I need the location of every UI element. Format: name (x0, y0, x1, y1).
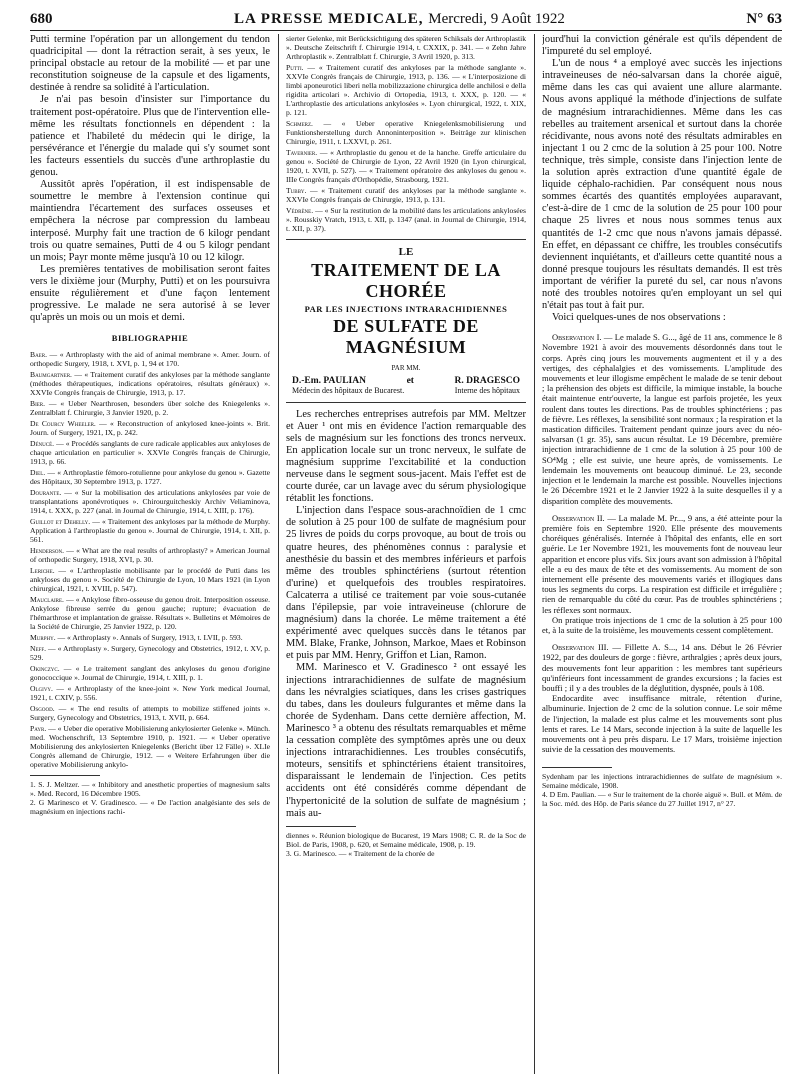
page-number: 680 (30, 10, 53, 27)
bibliography-entry (30, 644, 270, 662)
author-joiner: et (406, 376, 414, 386)
observation-text: — Le malade S. G..., âgé de 11 ans, commence le 8 Novembre 1921 à avoir des mouvements désordonnés dans tout le corps. Après cinq jours les mouvements augmentent et il y a des vertiges, des céphalalgies et des vomissements. L'amplitude des mouvements et leur illogisme empêchent le malade de se tenir debout ; la préhension des objets est difficile, la mimique instable, la bouche était maintenue entr'ouverte, la langue est parfois projetée, les yeux roulent dans toutes les directions. Pas de troubles sphinctériens ; pas de fièvre. Les réflexes, la sensibilité sont normaux ; la respiration et la mastication difficiles. Traitement pendant quinze jours avec du néo-salvarsan (1 gr. 35), sans aucun résultat. Le 19 Décembre, première injection intrarachidienne de 1 cmc de la solution à 25 pour 100 de SO⁴Mg ; elle est suivie, une heure après, de vomissements. Le lendemain les mouvements ont beaucoup diminué. Le 23, seconde injection et le lendemain la marche est possible. Nouvelles injections le 26 Décembre 1921 et le 2 Janvier 1922 à la suite desquelles il y a disparition complète des mouvements. (542, 332, 782, 506)
bibliography-author: Payr. (30, 724, 47, 734)
bibliography-text: — « Ankylose fibro-osseuse du genou droit. Interposition osseuse. Ankylose fibreuse serrée du genou gauche; rupture; évacuation de l'hémarthrose et implantation de graisse. Résultats ». Bulletins et Mémoires de la Société de Chirurgie, 25 Janvier 1922, p. 120. (30, 595, 270, 632)
bibliography-text: — « Traitement curatif des ankyloses par la méthode sanglante ». XXVIe Congrès français de Chirurgie, 1913, p. 131. (286, 186, 526, 204)
author-2: R. DRAGESCO (454, 376, 520, 386)
observation-text: — Fillette A. S..., 14 ans. Début le 26 Février 1922, par des douleurs de gorge : fièvre, arthralgies ; après deux jours, des mouvements font leur apparition : les membres tant supérieurs qu'inférieurs font incessamment de grandes excursions ; la facies est bouffi ; il y a des troubles de la déglutition, dyspnée, pouls à 108. (542, 642, 782, 693)
bibliography-entry (286, 63, 526, 117)
bibliography-text: — « Reconstruction of ankylosed knee-joints ». Brit. Journ. of Surgery, 1921, IX, p. 242. (30, 419, 270, 438)
observation-label: Observation I. (552, 332, 602, 343)
bibliography-author: Putti. (286, 63, 304, 72)
column-rule (278, 34, 279, 1074)
observations (542, 332, 782, 761)
paragraph: jourd'hui la conviction générale est qu'ils dépendent de l'impureté du sel employé. (542, 34, 782, 58)
bibliography-text: — « Arthroplasty of the knee-joint ». New York medical Journal, 1921, t. CXIV, p. 556. (30, 684, 270, 703)
bibliography-text: — « Traitement des ankyloses par la méthode de Murphy. Application à l'arthroplastie du genou ». Journal de Chirurgie, 1914, t. XII, p. 561. (30, 517, 270, 545)
bibliography-author: Murphy. (30, 633, 56, 643)
bibliography-list (30, 350, 270, 769)
bibliography-entry (30, 419, 270, 437)
bibliography-text: sierter Gelenke, mit Berücksichtigung des späteren Schiksals der Arthroplastik ». Deutsche Zeitschrift f. Chirurgie 1914, t. CXXIX, p. 341. — « Zehn Jahre Arthroplastik ». Zentralblatt f. Chirurgie, 3 Avril 1920, p. 313. (286, 34, 526, 61)
bibliography-author: Okinczyc. (30, 664, 60, 674)
bibliography-text: — « Ueber operative Kniegelenksmobilisierung und Funktionsherstellung durch Annoninterposition ». Beiträge zur klinischen Chirurgie, 1911, t. LXXVI, p. 261. (286, 119, 526, 146)
bibliography-text: — « What are the real results of arthroplasty? » American Journal of orthopedic Surgery, 1918, XVI, p. 30. (30, 546, 270, 565)
footnote: 2. G Marinesco et V. Gradinesco. — « De l'action analgésiante des sels de magnésium en injections rachi- (30, 798, 270, 817)
observation-continued: On pratique trois injections de 1 cmc de la solution à 25 pour 100 et, à la suite de la troisième, les mouvements cessent complètement. (542, 614, 782, 635)
bibliography-entry (30, 724, 270, 769)
authors (286, 376, 526, 386)
bibliography-list-continued (286, 34, 526, 233)
bibliography-entry (30, 488, 270, 515)
bibliography-text: — « The end results of attempts to mobilize stiffened joints ». Surgery, Gynecology and Obstetrics, 1913, t. XVII, p. 664. (30, 704, 270, 723)
observation (542, 513, 782, 615)
bibliography-text: — « Arthroplasty with the aid of animal membrane ». Amer. Journ. of orthopedic Surgery, 1918, t. XVI, p. 1, 94 et 170. (30, 350, 270, 369)
observation-continued: Endocardite avec insuffisance mitrale, rétention d'urine, albuminurie. Injection de 2 cmc de la solution connue. Le soir même de l'injection, la malade est plus calme et les mouvements sont plus lents et rares. Le 14 Mars, seconde injection à la suite de laquelle les mouvements ont à peu près disparu. Le 17 Mars, troisième injection suivie de la cessation des mouvements. (542, 693, 782, 755)
bibliography-entry (30, 517, 270, 544)
footnote-rule (30, 775, 100, 776)
bibliography-author: Védrène. (286, 206, 314, 215)
bibliography-author: Dourante. (30, 488, 62, 498)
bibliography-text: — « Arthroplastie du genou et de la hanche. Greffe articulaire du genou ». Société de Chirurgie de Lyon, 22 Avril 1920 (in Lyon chirurgical, 1920, t. XVII, p. 527). — « Traitement opératoire des ankyloses du genou ». IIIe Congrès français d'Orthopédie, Strasbourg, 1921. (286, 148, 526, 184)
bibliography-text: — « Ueber die operative Mobilisierung ankylosierter Gelenke ». Münch. med. Wochenschrift, 13 Septembre 1910, p. 1921. — « Ueber operative Mobilisierung des ankylosierten Kniegelenks (Bericht über 12 Fälle) ». XLIe Congrès allemand de Chirurgie, 1912. — « Weitere Erfahrungen über die operative Mobilisierung ankylo- (30, 724, 270, 770)
bibliography-text: — « Sur la restitution de la mobilité dans les articulations ankylosées ». Rousskiy Vratch, 1913, t. XII, p. 1347 (anal. in Journal de Chirurgie, 1914, t. XII, p. 37). (286, 206, 526, 233)
bibliography-entry (30, 684, 270, 702)
paragraph: Les recherches entreprises autrefois par MM. Meltzer et Auer ¹ ont mis en évidence l'action remarquable des sels de magnésium sur les fonctions des troncs nerveux. En application locale sur un tronc nerveux, le sulfate de magnésium supprime l'excitabilité et la conduction nerveuse dans le segment sous-jacent. Mais l'effet est de courte durée, car un lavage avec du sérum physiologique rétablit les fonctions. (286, 408, 526, 505)
title-rule (286, 402, 526, 403)
bibliography-entry (286, 148, 526, 184)
bibliography-author: Schmerz. (286, 119, 313, 128)
column-2 (286, 34, 526, 858)
bibliography-text: — « Le traitement sanglant des ankyloses du genou d'origine gonococcique ». Journal de Chirurgie, 1914, t. XIII, p. 1. (30, 664, 270, 683)
observation (542, 332, 782, 505)
bibliography-author: Leriche. (30, 566, 55, 576)
affiliation-1: Médecin des hôpitaux de Bucarest. (292, 386, 405, 395)
paragraph: L'un de nous ⁴ a employé avec succès les injections intraveineuses de néo-salvarsan dans la chorée aiguë, même dans les cas qui avaient une allure alarmante. Nous avons appliqué la méthode d'injections de sulfate de magnésium intrarachidiennes. Même dans les cas rebelles au traitement arsenical et surtout dans la chorée récidivante, nous avons noté des résultats admirables en injectant 1 ou 2 cmc de la solution à 25 pour 100. Notre technique, très simple, consiste dans l'injection lente de la solution après extraction d'une quantité égale de liquide céphalo-rachidien. Par conséquent nous nous sommes écartés des quantités employées auparavant, c'est-à-dire de 1 cmc de la solution de 25 pour 100 pour chaque 25 livres et nous nous sommes tenus aux quantités de 1-2 cmc que nous n'avons jamais dépassé. En effet, en dépassant ce chiffre, les troubles consécutifs deviennent inquiétants, et d'ailleurs cette quantité nous a donné presque toujours les résultats demandés. Il est très important de vérifier la pureté du sel, car nous n'avons noté des troubles notoires qu'en employant un sel qui n'était pas tout à fait pur. (542, 58, 782, 312)
bibliography-author: Tubby. (286, 186, 307, 195)
article-title-block (286, 246, 526, 396)
paragraph: Putti termine l'opération par un allongement du tendon quadricipital — dont la rétraction serait, à ses yeux, le principal obstacle au retour de la mobilité — et par une reconstitution soigneuse de la capsule et des ligaments, destinée à rendre sa solidité à l'articulation. (30, 34, 270, 94)
bibliography-author: Osgood. (30, 704, 55, 714)
bibliography-author: Guillot et Dehelly. (30, 517, 91, 527)
footnote: Sydenham par les injections intrarachidiennes de sulfate de magnésium ». Semaine médicale, 1908. (542, 772, 782, 791)
issue-number: N° 63 (746, 10, 782, 27)
bibliography-entry (286, 206, 526, 233)
bibliography-author: Baer. (30, 350, 47, 360)
by-line: PAR MM. (391, 364, 421, 372)
footnote: 4. D Em. Paulian. — « Sur le traitement de la chorée aiguë ». Bull. et Mém. de la Soc. méd. des Hôp. de Paris séance du 27 Juillet 1917, n° 27. (542, 790, 782, 809)
paragraph: Aussitôt après l'opération, il est indispensable de soumettre le membre à l'extension continue qui maintiendra l'écartement des surfaces osseuses et empêchera la nécrose par compression du lambeau interposé. Murphy fait une traction de 6 kilogr pendant trois ou quatre semaines, Putti de 4 ou 5 kilogr pendant un mois; Payr monte même jusqu'à 10 ou 12 kilogr. (30, 179, 270, 263)
bibliography-author: Neff. (30, 644, 46, 654)
bibliography-author: Bier. (30, 399, 46, 409)
paragraph: MM. Marinesco et V. Gradinesco ² ont essayé les injections intrarachidiennes de sulfate de magnésium dans les névralgies sciatiques, dans les crises gastriques du tabes, dans les douleurs fulgurantes et même dans la chorée de Sydenham. Dans cette dernière affection, M. Marinesco ³ a obtenu des résultats remarquables et même la cessation complète des symptômes après une ou deux injections intrarachidiennes. Les troubles consécutifs, moteurs, sensitifs et sphinctériens étaient transitoires, disparaissant le lendemain de l'injection. Ces petits accidents ont été considérés comme dépendant de l'hypertonicité de la solution de sulfate de magnésium ; mais au- (286, 662, 526, 819)
footnote: diennes ». Réunion biologique de Bucarest, 19 Mars 1908; C. R. de la Soc de Biol. de Paris, 1908, p. 620, et Semaine médicale, 1908, p. 19. (286, 830, 526, 849)
issue-date: Mercredi, 9 Août 1922 (428, 10, 565, 27)
bibliography-author: Diel. (30, 468, 46, 478)
footnote: 3. G. Marinesco. — « Traitement de la chorée de (286, 848, 435, 858)
bibliography-entry (30, 439, 270, 466)
title-article: LE (398, 246, 414, 258)
footnote-rule (542, 767, 612, 768)
article-title: TRAITEMENT DE LA CHORÉE (311, 260, 501, 301)
bibliography-entry (30, 370, 270, 397)
affiliation-2: Interne des hôpitaux (454, 386, 520, 395)
bibliography-author: Mauclaire. (30, 595, 64, 605)
bibliography-entry (30, 595, 270, 631)
affiliations (286, 386, 526, 396)
journal-title (53, 11, 747, 28)
bibliography-text: — « Ueber Nearthrosen, besonders über solche des Kniegelenks ». Zentralblatt f. Chirurgie, 3 Janvier 1920, p. 2. (30, 399, 270, 418)
bibliography-author: Henderson. (30, 546, 65, 556)
bibliography-text: — « L'arthroplastie mobilisante par le procédé de Putti dans les ankyloses du genou ». Société de Chirurgie de Lyon, 10 Mars 1921 (in Lyon chirurgical, 1921, t. XVIII, p. 547). (30, 566, 270, 594)
column-3 (542, 34, 782, 808)
author-1: D.-Em. PAULIAN (292, 376, 366, 386)
bibliography-entry (30, 468, 270, 486)
observation (542, 642, 782, 693)
paragraph: Voici quelques-unes de nos observations : (552, 312, 726, 324)
bibliography-text: — « Traitement curatif des ankyloses par la méthode sanglante (méthodes thérapeutiques, indications opératoires, résultats généraux) ». XXVIe Congrès français de Chirurgie, 1913, p. 17. (30, 370, 270, 398)
bibliography-heading: BIBLIOGRAPHIE (111, 333, 189, 344)
bibliography-text: — « Arthroplastie fémoro-rotulienne pour ankylose du genou ». Gazette des Hôpitaux, 30 Septembre 1913, p. 1727. (30, 468, 270, 487)
bibliography-author: De Courcy Wheeler. (30, 419, 96, 429)
bibliography-text: — « Sur la mobilisation des articulations ankylosées par voie de transplantations aponévrotiques ». Chirourguitcheskiy Archiv Veliaminova, 1914, t. XXX, p. 227 (anal. in Journal de Chirurgie, 1914, t. XIII, p. 176). (30, 488, 270, 516)
bibliography-author: Olgivy. (30, 684, 53, 694)
footnote-rule (286, 826, 356, 827)
bibliography-text: — « Arthroplasty ». Annals of Surgery, 1913, t. LVII, p. 593. (55, 633, 243, 643)
title-rule (286, 239, 526, 240)
observation-label: Observation II. (552, 512, 605, 523)
bibliography-author: Tavernier. (286, 148, 318, 157)
bibliography-entry (286, 186, 526, 204)
observation-label: Observation III. (552, 642, 609, 653)
bibliography-text: — « Traitement curatif des ankyloses par la méthode sanglante ». XXVIe Congrès français de Chirurgie, 1913, p. 136. — « L'interposizione di limbi aponeurotici liberi nella mobilizzazione chirurgica delle anchilosi e della rigidita articolari ». Archivio di Ortopedia, 1913, t. XXX, p. 120. — « L'arthroplastie des articulations ankylosées ». Lyon chirurgical, 1922, t. XIX, p. 121. (286, 63, 526, 117)
article-subtitle-2: DE SULFATE DE MAGNÉSIUM (333, 316, 479, 357)
observation-text: — La malade M. Pr..., 9 ans, a été atteinte pour la première fois en Septembre 1920. Elle présente des mouvements choréiques généralisés. Internée à l'hôpital des enfants, elle en sort guérie. Le 1er Novembre 1921, les mouvements font de nouveau leur apparition et encore plus vifs. Six jours avant son admission à l'hôpital elle a eu des maux de tête et des vomissements. Au moment de son internement elle présente des mouvements variés et illogiques dans tous les segments du corps. La respiration est difficile et irrégulière ; rien de remarquable du côté du cœur. Pas de troubles sphinctériens ; les réflexes sont normaux. (542, 512, 782, 615)
paragraph: Je n'ai pas besoin d'insister sur l'importance du traitement post-opératoire. Plus que de l'intervention elle-même les résultats fonctionnels en dépendent : la patience et l'habileté du médecin qui le dirige, la persévérance et l'énergie du malade qui s'y soumet sont les facteurs essentiels du succès d'une arthroplastie du genou. (30, 94, 270, 179)
bibliography-author: Dénucé. (30, 439, 55, 449)
bibliography-entry (30, 546, 270, 564)
bibliography-entry (30, 566, 270, 593)
journal-page (30, 0, 782, 1082)
column-1 (30, 34, 270, 816)
paragraph: Les premières tentatives de mobilisation seront faites vers le dixième jour (Murphy, Putti) et on les poursuivra ensuite régulièrement et d'une façon lentement progressive. Le malade ne sera autorisé à se lever qu'après un mois ou un mois et demi. (30, 263, 270, 324)
bibliography-entry (30, 704, 270, 722)
journal-name: LA PRESSE MEDICALE, (234, 10, 424, 27)
column-rule (534, 34, 535, 1074)
bibliography-author: Baumgartner. (30, 370, 72, 380)
running-head (30, 8, 782, 31)
paragraph: L'injection dans l'espace sous-arachnoïdien de 1 cmc de solution à 25 pour 100 de sulfate de magnésium pour 25 livres de poids du corps provoque, au bout de trois ou quatre heures, des phénomènes connus : paralysie et anesthésie du bassin et des membres inférieurs et parfois même des troubles sphinctériens (surtout rétention d'urine) et quelquefois des troubles respiratoires. Calcaterra a utilisé ce traitement par voie sous-cutanée dans l'épilepsie, par voie intraveineuse (chlorure de magnésium) dans la chorée. Le même traitement a été expérimenté avec quelques succès dans le tétanos par MM. Blake, Franke, Johnson, Markoe, Maes et Robinson et puis par MM. Henry, Griffon et Lian, Ramon. (286, 505, 526, 662)
footnote: 1. S. J. Meltzer. — « Inhibitory and anesthetic properties of magnesium salts ». Med. Record, 16 Décembre 1905. (30, 780, 270, 799)
bibliography-text: — « Procédés sanglants de cure radicale applicables aux ankyloses de chaque articulation en particulier ». XXVIe Congrès français de Chirurgie, 1913, p. 66. (30, 439, 270, 467)
bibliography-entry (286, 119, 526, 146)
bibliography-entry (30, 350, 270, 368)
bibliography-entry (286, 34, 526, 61)
article-subtitle: PAR LES INJECTIONS INTRARACHIDIENNES (304, 304, 508, 314)
bibliography-entry (30, 633, 270, 642)
bibliography-entry (30, 399, 270, 417)
bibliography-entry (30, 664, 270, 682)
bibliography-text: — « Arthroplasty ». Surgery, Gynecology and Obstetrics, 1912, t. XV, p. 529. (30, 644, 270, 663)
